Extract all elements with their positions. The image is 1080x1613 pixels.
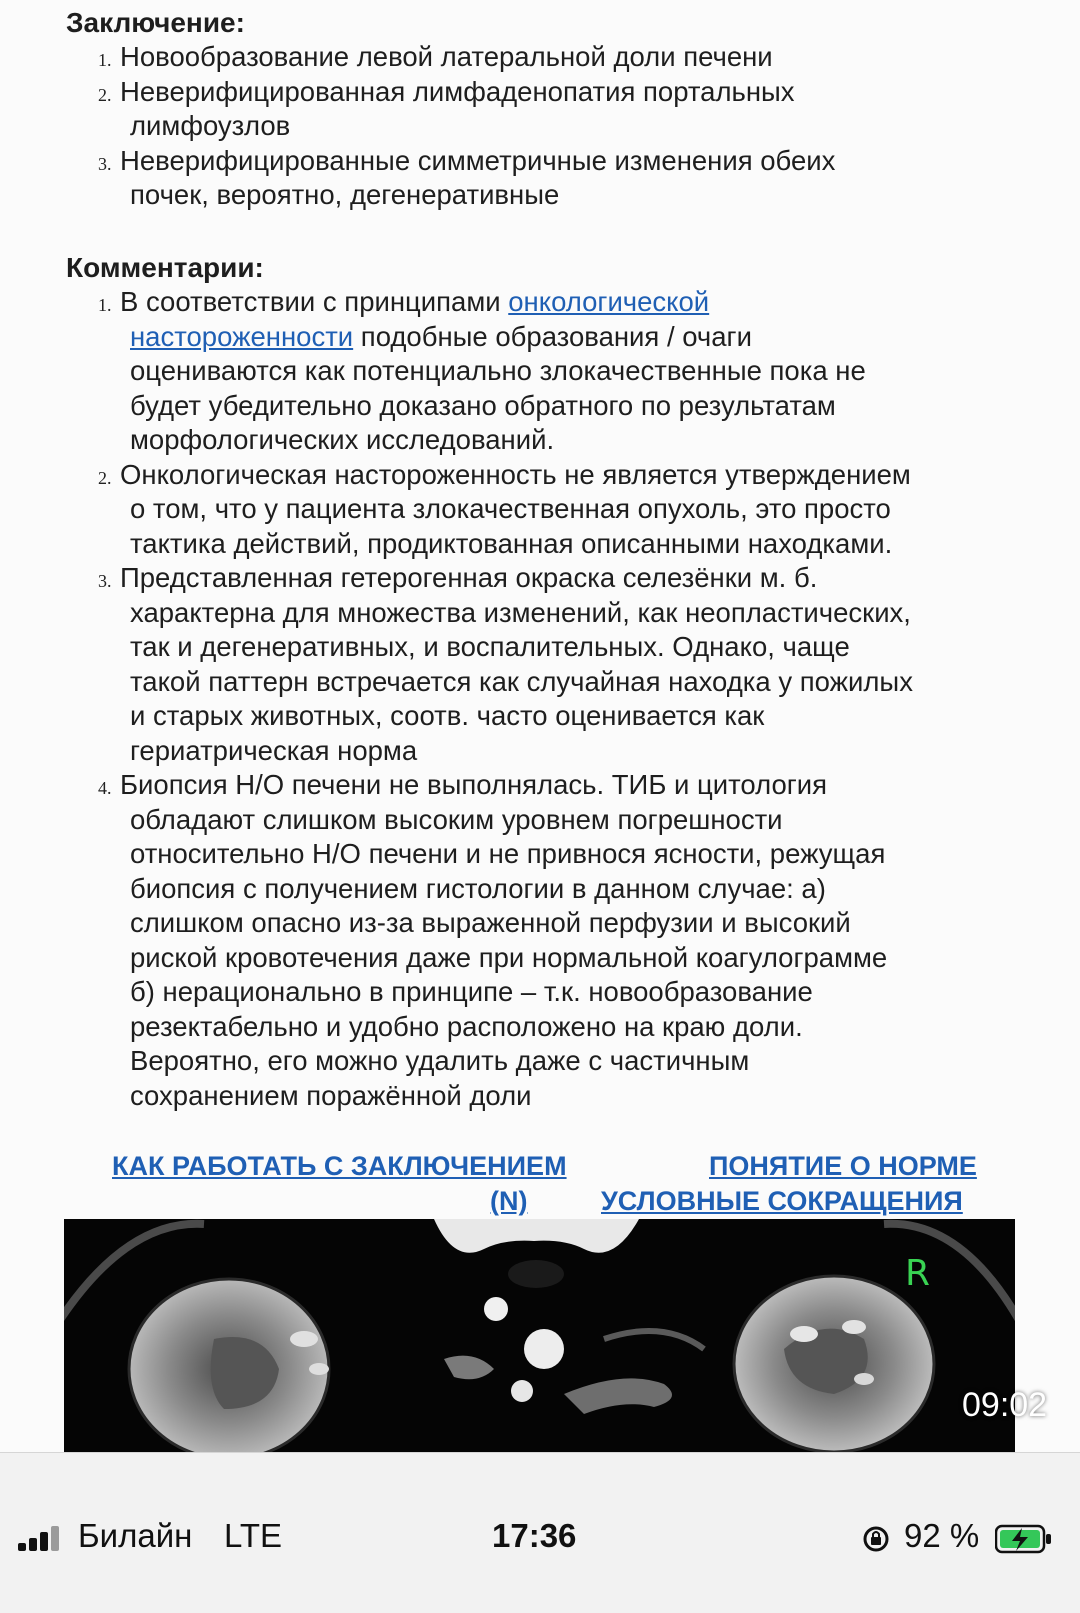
- video-time: 09:02: [962, 1386, 1048, 1424]
- list-line: резектабельно и удобно расположено на краю доли.: [130, 1010, 803, 1042]
- list-line: б) нерационально в принципе – т.к. новообразование: [130, 976, 813, 1007]
- list-item: [0, 40, 1040, 75]
- comments-list: [0, 285, 1040, 1113]
- clock-time: 17:36: [492, 1517, 577, 1554]
- battery-percent: 92 %: [904, 1517, 980, 1554]
- list-line: относительно Н/О печени и не привнося ясности, режущая: [130, 838, 886, 869]
- oncology-link[interactable]: онкологической: [508, 286, 710, 317]
- list-number: 3.: [98, 153, 112, 174]
- list-number: 3.: [98, 571, 112, 591]
- list-line: Представленная гетерогенная окраска селезёнки м. б.: [120, 562, 818, 593]
- list-line: и старых животных, соотв. часто оценивается как: [130, 700, 765, 731]
- list-number: 1.: [98, 295, 112, 315]
- ct-scan-image: [64, 1219, 1015, 1452]
- list-line: оцениваются как потенциально злокачественные пока не: [130, 355, 866, 386]
- conclusion-list: [0, 40, 1040, 213]
- list-line: сохранением поражённой доли: [130, 1079, 532, 1111]
- list-text: В соответствии с принципами: [120, 286, 509, 317]
- list-line: Онкологическая настороженность не является утверждением: [120, 458, 911, 490]
- norm-n-link[interactable]: (N): [490, 1186, 528, 1216]
- network-type: LTE: [224, 1517, 283, 1554]
- oncology-vigilance-link[interactable]: настороженности: [130, 320, 354, 352]
- list-line: Неверифицированные симметричные изменения обеих: [120, 144, 836, 176]
- list-item: [0, 144, 1040, 213]
- list-line: биопсия с получением гистологии в данном случае: а): [130, 872, 826, 904]
- list-line: морфологических исследований.: [130, 424, 555, 455]
- list-item: [0, 458, 1040, 562]
- list-line: риской кровотечения даже при нормальной коагулограмме: [130, 941, 888, 973]
- list-line: тактика действий, продиктованная описанными находками.: [130, 527, 893, 559]
- carrier-name: Билайн: [78, 1517, 193, 1554]
- how-to-work-link[interactable]: КАК РАБОТАТЬ С ЗАКЛЮЧЕНИЕМ: [112, 1151, 567, 1181]
- list-line: [120, 320, 1040, 355]
- list-number: 4.: [98, 778, 112, 798]
- status-bar: [0, 1452, 1080, 1613]
- signal-icon: [18, 1525, 66, 1551]
- list-line: так и дегенеративных, и воспалительных. Однако, чаще: [130, 631, 850, 662]
- list-line: характерна для множества изменений, как неопластических,: [130, 596, 911, 628]
- ct-scan-graphic: [64, 1219, 1015, 1452]
- list-number: 2.: [98, 467, 112, 488]
- list-line: Неверифицированная лимфаденопатия портальных: [120, 75, 795, 107]
- battery-charging-icon: [995, 1523, 1055, 1555]
- list-text: подобные образования / очаги: [353, 320, 752, 352]
- list-line: почек, вероятно, дегенеративные: [130, 179, 560, 210]
- list-line: лимфоузлов: [130, 110, 291, 141]
- list-item: [0, 285, 1040, 458]
- orientation-marker: R: [905, 1253, 931, 1294]
- list-item: [0, 561, 1040, 768]
- list-number: 1.: [98, 50, 112, 70]
- list-line: Вероятно, его можно удалить даже с частичным: [130, 1045, 750, 1076]
- conclusion-title: Заключение:: [66, 7, 245, 38]
- list-item: [0, 75, 1040, 144]
- list-line: гериатрическая норма: [130, 734, 418, 766]
- list-line: [120, 285, 1040, 320]
- list-line: Новообразование левой латеральной доли печени: [120, 41, 773, 72]
- list-line: такой паттерн встречается как случайная находка у пожилых: [130, 665, 913, 697]
- list-line: слишком опасно из-за выраженной перфузии и высокий: [130, 907, 851, 938]
- list-line: обладают слишком высоким уровнем погрешности: [130, 803, 783, 835]
- norm-concept-link[interactable]: ПОНЯТИЕ О НОРМЕ: [709, 1151, 977, 1181]
- comments-title: Комментарии:: [66, 252, 264, 283]
- list-number: 2.: [98, 84, 112, 105]
- list-item: [0, 768, 1040, 1113]
- list-line: о том, что у пациента злокачественная опухоль, это просто: [130, 493, 891, 524]
- rotation-lock-icon: [862, 1525, 890, 1553]
- list-line: будет убедительно доказано обратного по результатам: [130, 389, 836, 421]
- abbreviations-link[interactable]: УСЛОВНЫЕ СОКРАЩЕНИЯ: [601, 1186, 963, 1216]
- list-line: Биопсия Н/О печени не выполнялась. ТИБ и цитология: [120, 769, 828, 800]
